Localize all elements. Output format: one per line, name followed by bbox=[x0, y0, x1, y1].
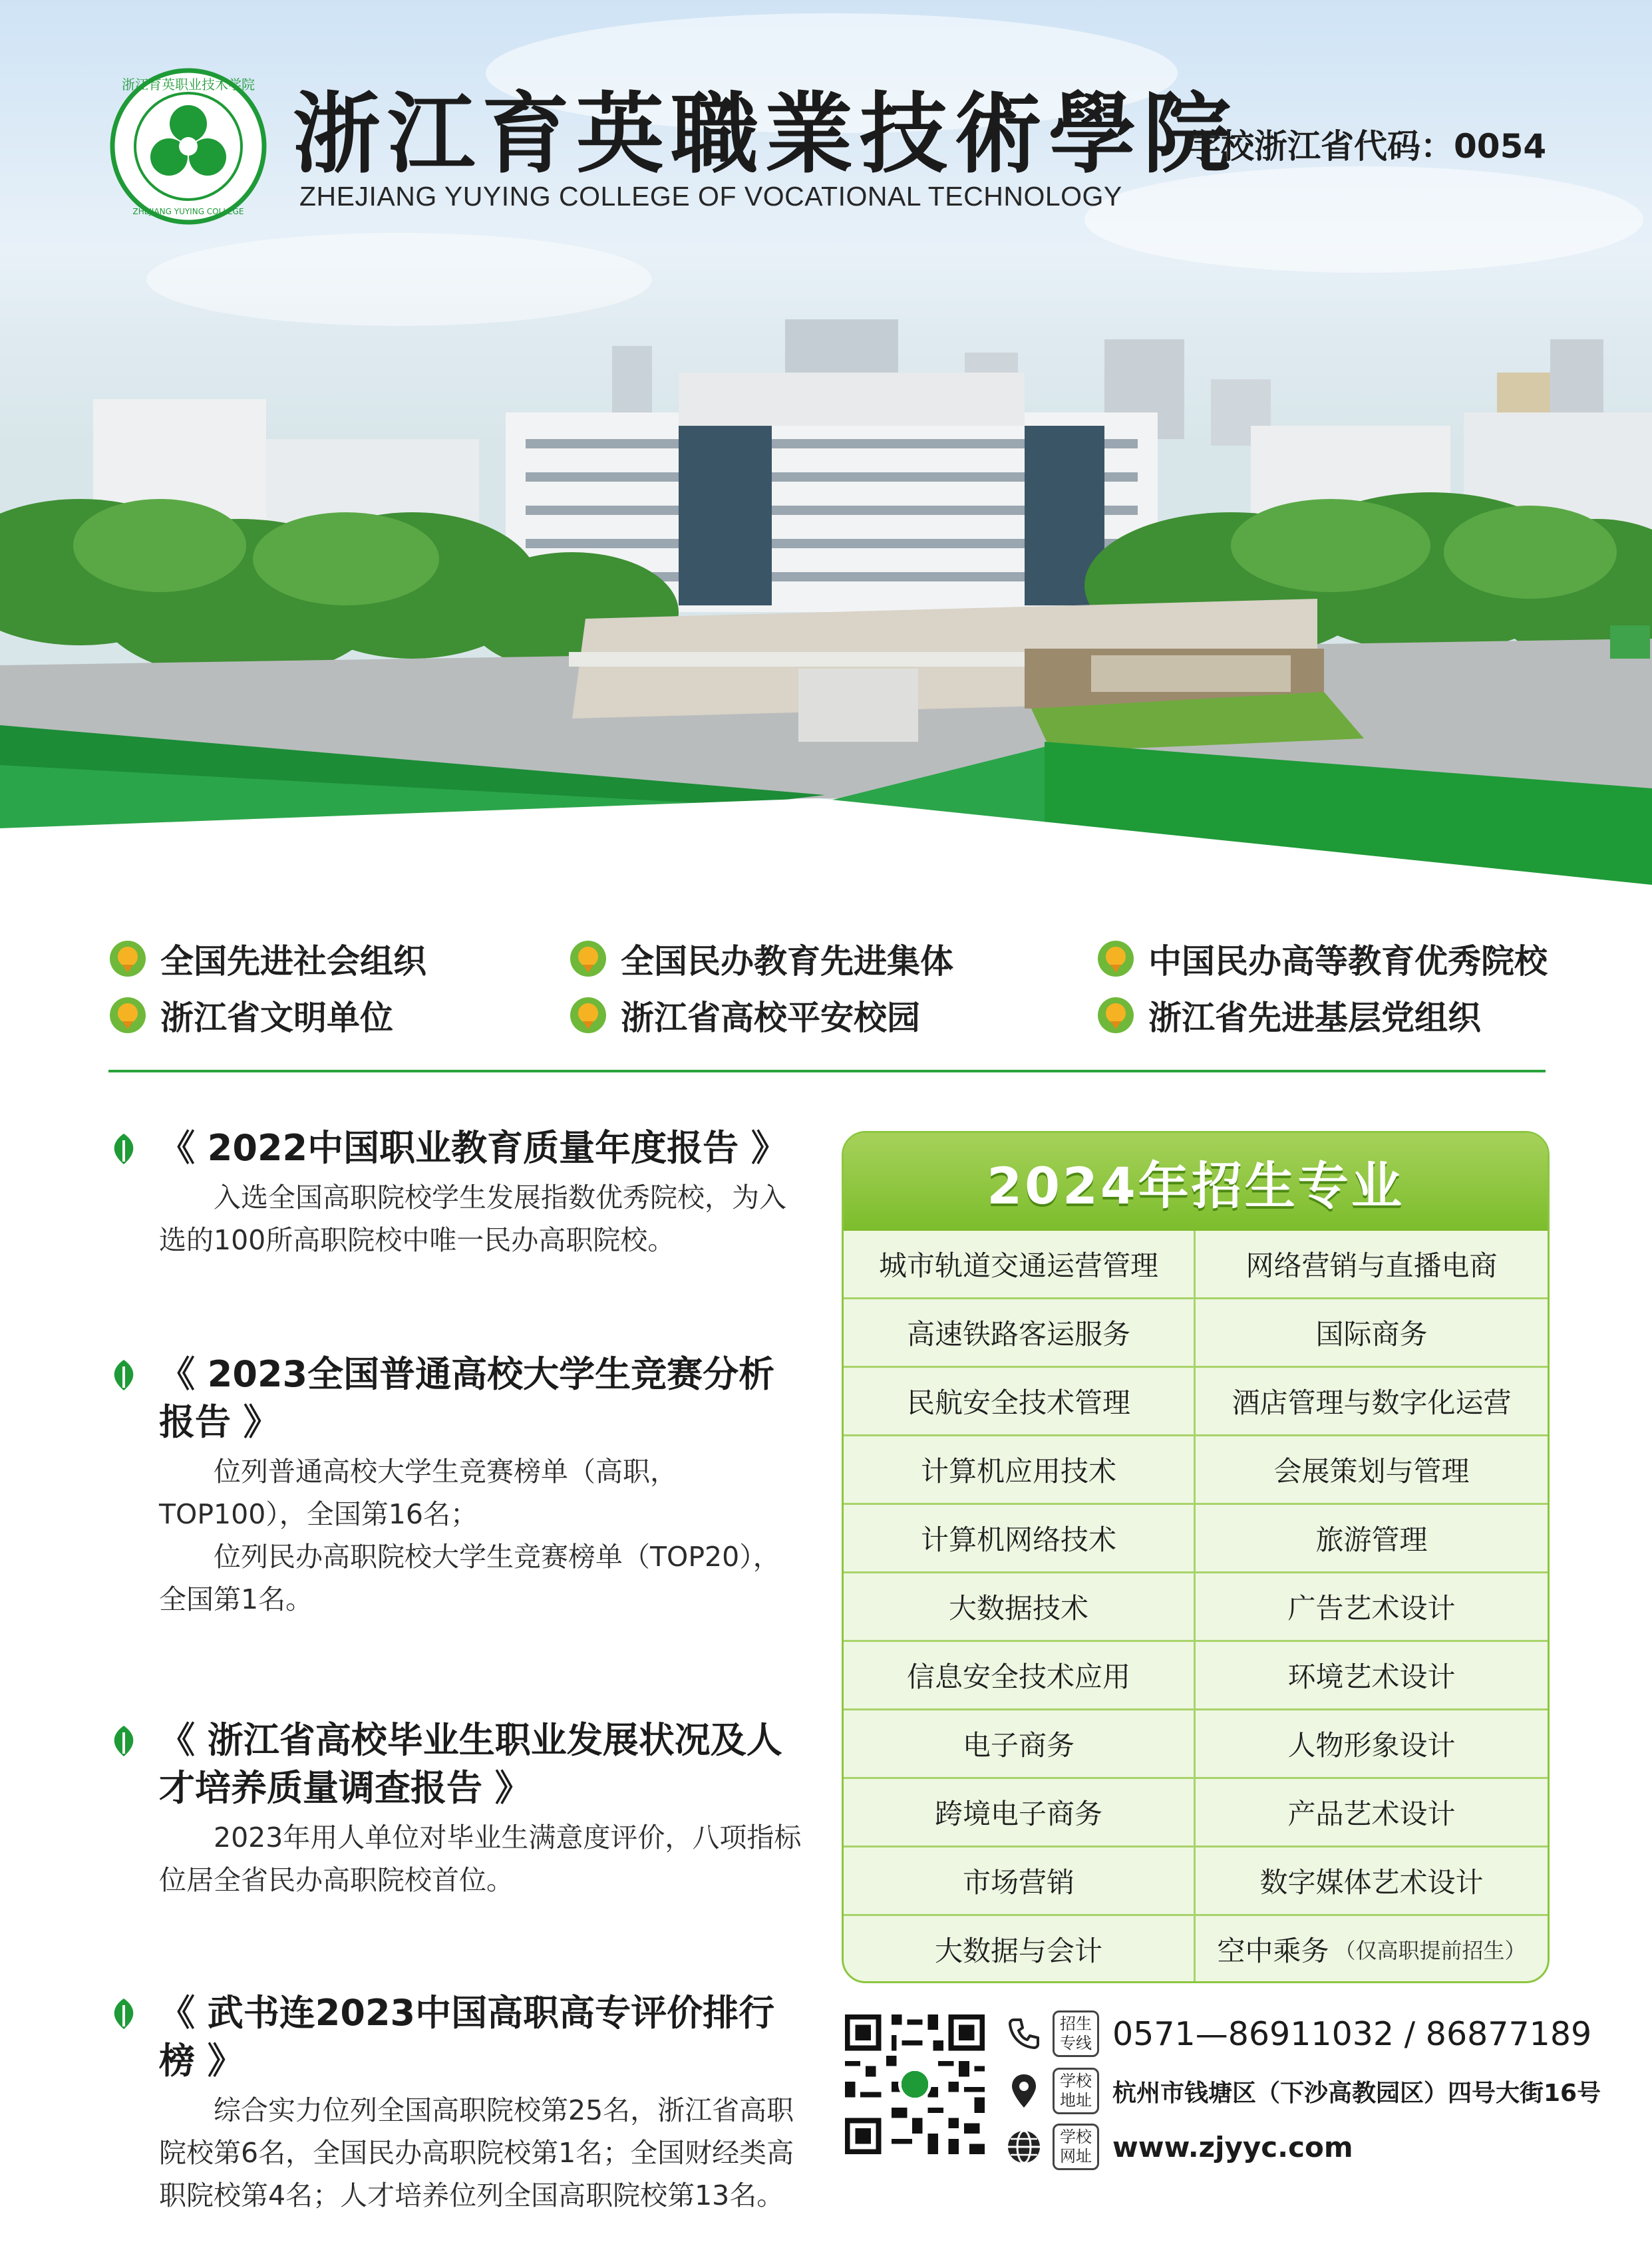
major-cell: 网络营销与直播电商 bbox=[1196, 1231, 1548, 1299]
major-cell: 电子商务 bbox=[844, 1710, 1196, 1779]
major-cell: 城市轨道交通运营管理 bbox=[844, 1231, 1196, 1299]
report-title: 《 2022中国职业教育质量年度报告 》 bbox=[108, 1124, 807, 1172]
report-block bbox=[108, 1124, 807, 1261]
major-cell: 民航安全技术管理 bbox=[844, 1368, 1196, 1436]
hero-banner bbox=[0, 0, 1652, 891]
major-cell: 会展策划与管理 bbox=[1196, 1436, 1548, 1505]
report-body bbox=[108, 1450, 807, 1621]
honor-label: 浙江省文明单位 bbox=[160, 999, 393, 1037]
major-cell: 产品艺术设计 bbox=[1196, 1779, 1548, 1847]
college-name-chinese: 浙江育英職業技術學院 bbox=[293, 82, 1238, 186]
college-logo-seal bbox=[108, 67, 268, 226]
major-cell: 广告艺术设计 bbox=[1196, 1573, 1548, 1642]
address-tag: 学校 地址 bbox=[1053, 2068, 1099, 2114]
honor-label: 全国先进社会组织 bbox=[160, 942, 426, 981]
honor-item bbox=[569, 991, 920, 1039]
medal-icon bbox=[108, 996, 147, 1035]
major-name: 空中乘务 bbox=[1217, 1935, 1329, 1967]
major-cell: 酒店管理与数字化运营 bbox=[1196, 1368, 1548, 1436]
major-cell: 大数据技术 bbox=[844, 1573, 1196, 1642]
contact-phone-row bbox=[1005, 2010, 1591, 2057]
majors-grid bbox=[844, 1231, 1548, 1983]
section-divider bbox=[108, 1070, 1546, 1072]
honor-label: 中国民办高等教育优秀院校 bbox=[1148, 942, 1548, 981]
major-cell: 国际商务 bbox=[1196, 1299, 1548, 1368]
honor-item bbox=[108, 991, 393, 1039]
report-block bbox=[108, 1351, 807, 1621]
leaf-icon bbox=[108, 1724, 139, 1758]
major-cell: 人物形象设计 bbox=[1196, 1710, 1548, 1779]
majors-heading: 2024年招生专业 bbox=[844, 1133, 1548, 1231]
medal-icon bbox=[1096, 996, 1135, 1035]
report-body bbox=[108, 1176, 807, 1261]
phone-icon bbox=[1005, 2014, 1043, 2053]
school-code: 学校浙江省代码：0054 bbox=[1188, 127, 1547, 166]
major-cell: 市场营销 bbox=[844, 1847, 1196, 1916]
report-paragraph: 入选全国高职院校学生发展指数优秀院校，为入选的100所高职院校中唯一民办高职院校。 bbox=[159, 1182, 786, 1256]
medal-icon bbox=[108, 939, 147, 978]
report-body bbox=[108, 2089, 807, 2217]
report-paragraph: 位列民办高职院校大学生竞赛榜单（TOP20），全国第1名。 bbox=[159, 1541, 780, 1615]
medal-icon bbox=[569, 939, 607, 978]
honor-item bbox=[108, 935, 426, 983]
phone-number[interactable]: 0571—86911032 / 86877189 bbox=[1112, 2014, 1592, 2053]
report-title: 《 浙江省高校毕业生职业发展状况及人才培养质量调查报告 》 bbox=[108, 1716, 807, 1812]
major-note: （仅高职提前招生） bbox=[1334, 1938, 1526, 1963]
major-cell: 高速铁路客运服务 bbox=[844, 1299, 1196, 1368]
majors-panel bbox=[842, 1131, 1550, 1983]
leaf-icon bbox=[108, 1359, 139, 1392]
svg-text:ZHEJIANG YUYING COLLEGE: ZHEJIANG YUYING COLLEGE bbox=[132, 207, 244, 216]
report-paragraph: 综合实力位列全国高职院校第25名，浙江省高职院校第6名，全国民办高职院校第1名；全国财经类高职院校第4名；人才培养位列全国高职院校第13名。 bbox=[159, 2094, 794, 2211]
report-block bbox=[108, 1716, 807, 1901]
major-cell: 跨境电子商务 bbox=[844, 1779, 1196, 1847]
major-cell: 计算机应用技术 bbox=[844, 1436, 1196, 1505]
major-cell: 大数据与会计 bbox=[844, 1916, 1196, 1983]
major-cell: 环境艺术设计 bbox=[1196, 1642, 1548, 1710]
contact-address-row bbox=[1005, 2068, 1601, 2114]
globe-icon bbox=[1005, 2128, 1043, 2166]
svg-text:浙江育英职业技术学院: 浙江育英职业技术学院 bbox=[122, 77, 255, 92]
report-paragraph: 位列普通高校大学生竞赛榜单（高职，TOP100），全国第16名； bbox=[159, 1456, 677, 1530]
location-pin-icon bbox=[1005, 2072, 1043, 2110]
honor-item bbox=[569, 935, 953, 983]
medal-icon bbox=[1096, 939, 1135, 978]
report-title: 《 2023全国普通高校大学生竞赛分析报告 》 bbox=[108, 1351, 807, 1446]
leaf-icon bbox=[108, 1997, 139, 2030]
honor-label: 浙江省先进基层党组织 bbox=[1148, 999, 1481, 1037]
honor-label: 全国民办教育先进集体 bbox=[621, 942, 953, 981]
website-link[interactable]: www.zjyyc.com bbox=[1112, 2130, 1353, 2163]
major-cell bbox=[1196, 1916, 1548, 1983]
college-name-english: ZHEJIANG YUYING COLLEGE OF VOCATIONAL TECHNOLOGY bbox=[299, 181, 1122, 212]
honor-item bbox=[1096, 935, 1548, 983]
report-body bbox=[108, 1816, 807, 1901]
medal-icon bbox=[569, 996, 607, 1035]
leaf-icon bbox=[108, 1132, 139, 1166]
major-cell: 数字媒体艺术设计 bbox=[1196, 1847, 1548, 1916]
report-block bbox=[108, 1989, 807, 2217]
honor-item bbox=[1096, 991, 1481, 1039]
honor-label: 浙江省高校平安校园 bbox=[621, 999, 920, 1037]
major-cell: 信息安全技术应用 bbox=[844, 1642, 1196, 1710]
report-paragraph: 2023年用人单位对毕业生满意度评价，八项指标位居全省民办高职院校首位。 bbox=[159, 1822, 802, 1896]
contact-website-row bbox=[1005, 2124, 1353, 2170]
major-cell: 计算机网络技术 bbox=[844, 1505, 1196, 1573]
address-text: 杭州市钱塘区（下沙高教园区）四号大街16号 bbox=[1112, 2079, 1601, 2107]
phone-tag: 招生 专线 bbox=[1053, 2010, 1099, 2057]
qr-code[interactable] bbox=[840, 2009, 990, 2160]
report-title: 《 武书连2023中国高职高专评价排行榜 》 bbox=[108, 1989, 807, 2085]
major-cell: 旅游管理 bbox=[1196, 1505, 1548, 1573]
website-tag: 学校 网址 bbox=[1053, 2124, 1099, 2170]
